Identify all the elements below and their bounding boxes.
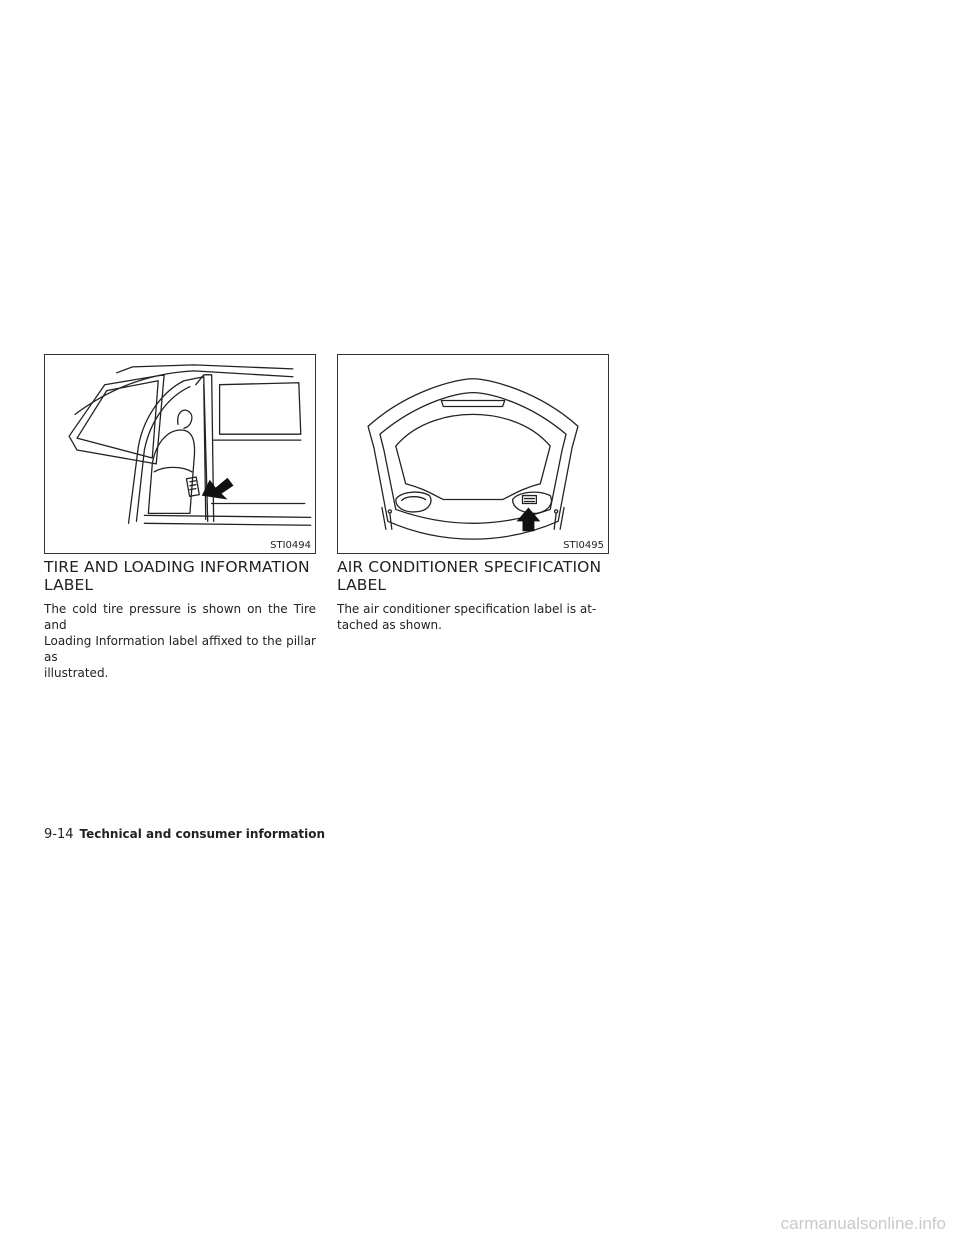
footer-section-title: Technical and consumer information	[79, 827, 326, 841]
section-heading-ac-label	[337, 558, 601, 594]
hood-underside-illustration	[338, 355, 608, 553]
figure-code: STI0494	[270, 540, 311, 551]
figure-code: STI0495	[563, 540, 604, 551]
heading-line: LABEL	[44, 576, 94, 594]
figure-ac-label-location	[337, 354, 609, 554]
body-line: The cold tire pressure is shown on the Tire and	[44, 602, 316, 632]
heading-line: LABEL	[337, 576, 387, 594]
body-line: tached as shown.	[337, 618, 442, 632]
page-footer	[44, 827, 325, 842]
car-door-pillar-illustration	[45, 355, 315, 553]
figure-tire-label-location	[44, 354, 316, 554]
page-number: 9-14	[44, 827, 74, 842]
body-line: illustrated.	[44, 666, 109, 680]
watermark: carmanualsonline.info	[780, 1214, 946, 1233]
section-heading-tire-label	[44, 558, 310, 594]
body-line: The air conditioner specification label is at-	[337, 602, 597, 616]
section-body-ac-label	[337, 601, 609, 633]
section-body-tire-label	[44, 601, 316, 681]
heading-line: AIR CONDITIONER SPECIFICATION	[337, 558, 602, 576]
heading-line: TIRE AND LOADING INFORMATION	[44, 558, 310, 576]
body-line: Loading Information label affixed to the pillar as	[44, 634, 316, 664]
